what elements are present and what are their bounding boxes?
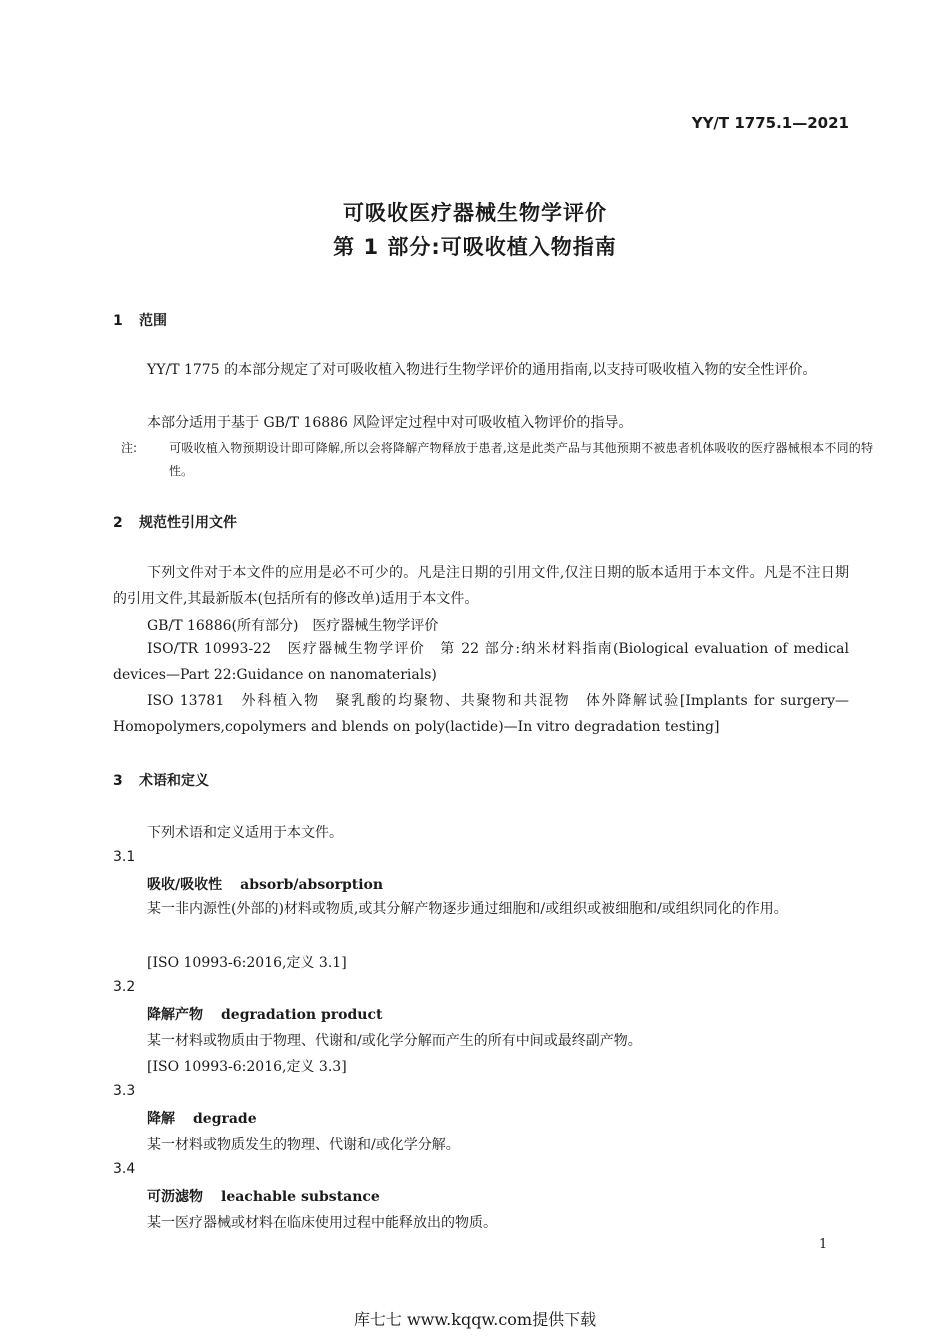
- download-footer: 库七七 www.kqqw.com提供下载: [353, 1310, 597, 1329]
- document-title-line1: 可吸收医疗器械生物学评价: [343, 201, 607, 225]
- scope-paragraph-2: 本部分适用于基于 GB/T 16886 风险评定过程中对可吸收植入物评价的指导。: [147, 415, 633, 431]
- page-number: 1: [819, 1237, 828, 1252]
- scope-note: [121, 437, 873, 483]
- section-number: 3: [113, 773, 123, 789]
- term-zh: 吸收/吸收性: [147, 877, 223, 893]
- document-title-line2: 第 1 部分:可吸收植入物指南: [333, 235, 617, 259]
- term-source: [ISO 10993-6:2016,定义 3.1]: [147, 955, 347, 971]
- term-number: 3.3: [113, 1083, 136, 1099]
- term-definition: 某一材料或物质发生的物理、代谢和/或化学分解。: [147, 1137, 460, 1153]
- section-number: 1: [113, 313, 123, 329]
- term-entry: [147, 1004, 382, 1024]
- term-zh: 降解产物: [147, 1007, 203, 1023]
- term-definition: 某一材料或物质由于物理、代谢和/或化学分解而产生的所有中间或最终副产物。: [147, 1033, 642, 1049]
- term-zh: 降解: [147, 1111, 175, 1127]
- section-title: 术语和定义: [139, 773, 209, 789]
- reference-item: ISO 13781 外科植入物 聚乳酸的均聚物、共聚物和共混物 体外降解试验[Implants for surgery—Homopolymers,copolymers and blends on poly(lactide)—In vitro degradation testing]: [113, 693, 849, 735]
- section-2-heading: [113, 512, 237, 532]
- reference-item: GB/T 16886(所有部分) 医疗器械生物学评价: [147, 618, 439, 634]
- term-number: 3.1: [113, 849, 136, 865]
- term-definition: 某一非内源性(外部的)材料或物质,或其分解产物逐步通过细胞和/或组织或被细胞和/或组织同化的作用。: [147, 901, 788, 917]
- normative-references-intro: 下列文件对于本文件的应用是必不可少的。凡是注日期的引用文件,仅注日期的版本适用于本文件。凡是不注日期的引用文件,其最新版本(包括所有的修改单)适用于本文件。: [113, 565, 849, 607]
- term-zh: 可沥滤物: [147, 1189, 203, 1205]
- terms-intro: 下列术语和定义适用于本文件。: [147, 825, 343, 841]
- term-entry: [147, 1108, 257, 1128]
- term-number: 3.4: [113, 1161, 136, 1177]
- standard-code: YY/T 1775.1—2021: [691, 114, 849, 132]
- term-entry: [147, 1186, 380, 1206]
- term-definition: 某一医疗器械或材料在临床使用过程中能释放出的物质。: [147, 1215, 497, 1231]
- section-3-heading: [113, 770, 209, 790]
- term-source: [ISO 10993-6:2016,定义 3.3]: [147, 1059, 347, 1075]
- reference-item: ISO/TR 10993-22 医疗器械生物学评价 第 22 部分:纳米材料指南(Biological evaluation of medical devices—Part 22:Guidance on nanomaterials): [113, 641, 849, 683]
- term-en: absorb/absorption: [240, 877, 384, 893]
- section-1-heading: [113, 310, 167, 330]
- scope-paragraph-1: YY/T 1775 的本部分规定了对可吸收植入物进行生物学评价的通用指南,以支持可吸收植入物的安全性评价。: [147, 362, 817, 378]
- term-entry: [147, 874, 383, 894]
- note-text: 可吸收植入物预期设计即可降解,所以会将降解产物释放于患者,这是此类产品与其他预期不被患者机体吸收的医疗器械根本不同的特性。: [169, 441, 873, 478]
- term-en: degrade: [193, 1111, 257, 1127]
- term-en: degradation product: [221, 1007, 383, 1023]
- term-en: leachable substance: [221, 1189, 380, 1205]
- section-title: 范围: [139, 313, 167, 329]
- section-title: 规范性引用文件: [139, 515, 237, 531]
- term-number: 3.2: [113, 979, 136, 995]
- note-label: 注:: [121, 441, 138, 455]
- section-number: 2: [113, 515, 123, 531]
